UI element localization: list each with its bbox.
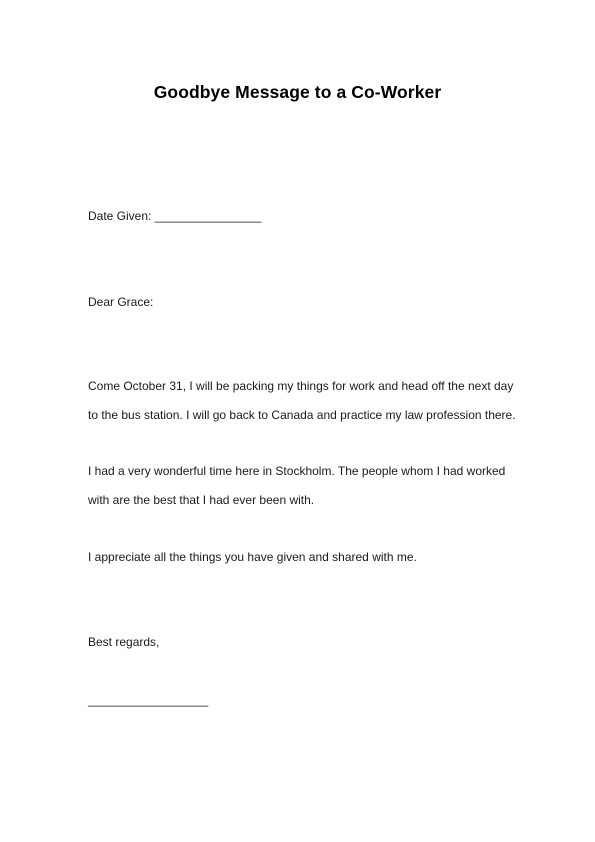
date-given-line: Date Given: ________________ (88, 209, 262, 223)
paragraph-2-line-2: with are the best that I had ever been with. (88, 493, 315, 507)
document-title: Goodbye Message to a Co-Worker (153, 82, 442, 102)
paragraph-2-line-1: I had a very wonderful time here in Stockholm. The people whom I had worked (88, 464, 506, 478)
closing: Best regards, (88, 635, 160, 649)
paragraph-1-line-2: to the bus station. I will go back to Canada and practice my law profession there. (88, 408, 516, 422)
paragraph-1-line-1: Come October 31, I will be packing my things for work and head off the next day (88, 379, 514, 393)
salutation: Dear Grace: (88, 295, 154, 309)
signature-line: __________________ (88, 693, 209, 707)
paragraph-3-line-1: I appreciate all the things you have given and shared with me. (88, 550, 417, 564)
